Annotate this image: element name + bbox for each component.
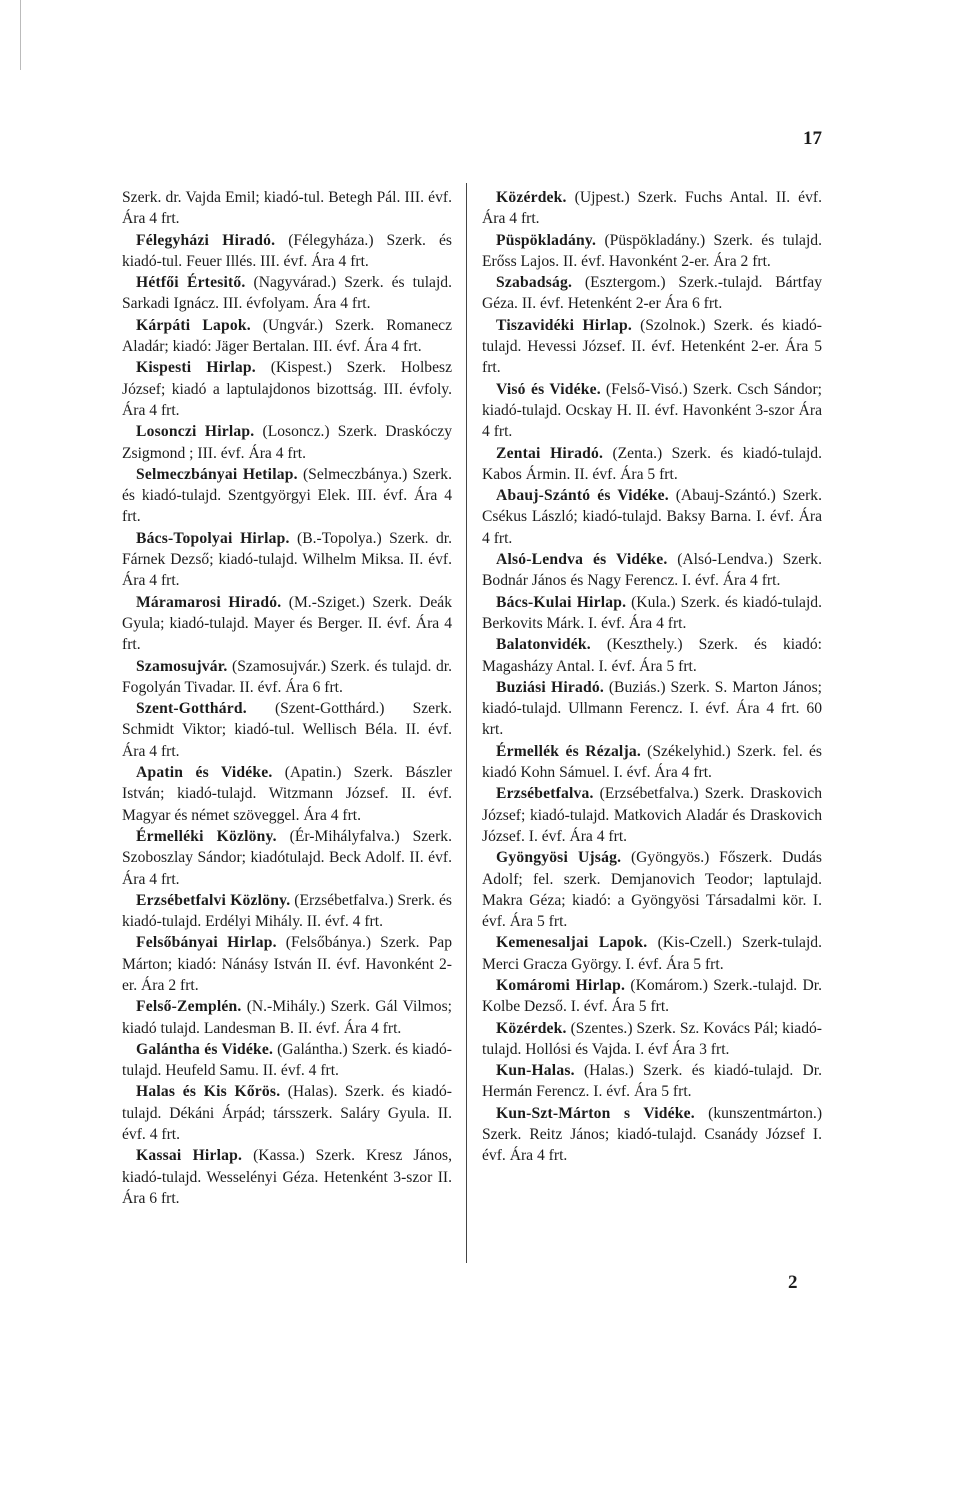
publication-details: (Halas.) Szerk. és kiadó-tulajd. Dr. Hermán Ferencz. I. évf. Ára 5 frt.	[482, 1062, 822, 1101]
listing-entry	[482, 634, 822, 677]
publication-details: (Apatin.) Szerk. Bászler István; kiadó-tulajd. Witzmann József. II. évf. Magyar és német szöveggel. Ára 4 frt.	[122, 764, 453, 824]
listing-entry	[482, 1060, 822, 1103]
publication-details: (Losoncz.) Szerk. Draskóczy Zsigmond ; III. évf. Ára 4 frt.	[122, 423, 452, 462]
publication-details: (Komárom.) Szerk.-tulajd. Dr. Kolbe Dezső. I. évf. Ára 5 frt.	[482, 976, 822, 1016]
publication-details: (Gyöngyös.) Főszerk. Dudás Adolf; fel. szerk. Demjanovich Teodor; laptulajd. Makra Géza; kiadó: a Gyöngyösi Társadalmi kör. I. évf. Ára 5 frt.	[482, 849, 822, 931]
publication-details: (Keszthely.) Szerk. és kiadó: Magasházy Antal. I. évf. Ára 5 frt.	[482, 636, 822, 675]
publication-details: (Félegyháza.) Szerk. és kiadó-tul. Feuer Illés. III. évf. Ára 4 frt.	[122, 231, 452, 270]
publication-details: (B.-Topolya.) Szerk. dr. Fárnek Dezső; kiadó-tulajd. Wilhelm Miksa. II. évf. Ára 4 frt.	[122, 529, 452, 590]
publication-title: Gyöngyösi Ujság.	[496, 849, 622, 867]
listing-entry	[482, 230, 822, 273]
publication-title: Hétfői Értesitő.	[136, 274, 246, 292]
listing-entry	[122, 656, 452, 699]
page-number: 17	[803, 128, 822, 149]
publication-details: (Zenta.) Szerk. és kiadó-tulajd. Kabos Ármin. II. évf. Ára 5 frt.	[482, 444, 822, 483]
publication-details: (Felsőbánya.) Szerk. Pap Márton; kiadó: Nánásy István II. évf. Havonként 2-er. Ára 2 frt.	[122, 934, 452, 994]
publication-details: (Szentes.) Szerk. Sz. Kovács Pál; kiadó-tulajd. Hollósi és Vajda. I. évf Ára 3 frt.	[482, 1019, 822, 1058]
column-divider	[466, 183, 467, 1263]
publication-details: (Püspökladány.) Szerk. és tulajd. Erőss Lajos. II. évf. Havonként 2-er. Ára 2 frt.	[482, 231, 822, 270]
listing-entry	[482, 975, 822, 1018]
publication-title: Kemenesaljai Lapok.	[496, 934, 648, 952]
publication-title: Szent-Gotthárd.	[136, 700, 247, 718]
publication-details: Szerk. dr. Vajda Emil; kiadó-tul. Betegh Pál. III. évf. Ára 4 frt.	[122, 189, 452, 228]
publication-title: Alsó-Lendva és Vidéke.	[496, 551, 668, 569]
publication-title: Érmellék és Rézalja.	[496, 742, 641, 760]
publication-details: (Székelyhid.) Szerk. fel. és kiadó Kohn Sámuel. I. évf. Ára 4 frt.	[482, 742, 822, 782]
right-column	[482, 187, 822, 1167]
publication-details: (Esztergom.) Szerk.-tulajd. Bártfay Géza. II. évf. Hetenként 2-er Ára 6 frt.	[482, 274, 823, 313]
listing-entry	[482, 1103, 822, 1167]
left-column	[122, 187, 452, 1209]
publication-title: Erzsébetfalva.	[496, 785, 594, 803]
publication-title: Közérdek.	[496, 1019, 567, 1037]
listing-entry	[122, 890, 452, 933]
listing-entry	[482, 932, 822, 975]
publication-title: Balatonvidék.	[496, 636, 591, 654]
listing-entry	[482, 592, 822, 635]
publication-title: Losonczi Hirlap.	[136, 423, 255, 441]
listing-entry	[122, 230, 452, 273]
listing-entry	[122, 932, 452, 996]
listing-entry	[122, 421, 452, 464]
publication-title: Félegyházi Hiradó.	[136, 231, 276, 249]
listing-entry	[122, 315, 452, 358]
publication-details: (Abauj-Szántó.) Szerk. Csékus László; kiadó-tulajd. Baksy Barna. I. évf. Ára 4 frt.	[482, 487, 822, 547]
scan-edge-mark	[0, 0, 21, 70]
publication-title: Komáromi Hirlap.	[496, 976, 626, 994]
listing-entry	[482, 187, 822, 230]
listing-entry	[482, 485, 822, 549]
listing-entry	[482, 783, 822, 847]
publication-title: Halas és Kis Kőrös.	[136, 1083, 281, 1101]
publication-details: (Buziás.) Szerk. S. Marton János; kiadó-tulajd. Ullmann Ferencz. I. évf. Ára 4 frt. 60 krt.	[482, 678, 822, 739]
listing-entry	[122, 357, 452, 421]
publication-title: Érmelléki Közlöny.	[136, 827, 277, 845]
listing-entry	[122, 1039, 452, 1082]
publication-details: (Ungvár.) Szerk. Romanecz Aladár; kiadó: Jäger Bertalan. III. évf. Ára 4 frt.	[122, 316, 453, 356]
publication-details: (Nagyvárad.) Szerk. és tulajd. Sarkadi Ignácz. III. évfolyam. Ára 4 frt.	[122, 274, 452, 313]
publication-title: Felsőbányai Hirlap.	[136, 934, 277, 952]
listing-entry	[482, 741, 822, 784]
publication-title: Visó és Vidéke.	[496, 380, 601, 398]
publication-title: Kárpáti Lapok.	[136, 316, 251, 334]
publication-title: Felső-Zemplén.	[136, 998, 242, 1016]
listing-entry	[482, 272, 822, 315]
listing-entry	[122, 528, 452, 592]
listing-entry	[122, 272, 452, 315]
publication-title: Erzsébetfalvi Közlöny.	[136, 891, 291, 909]
publication-details: (Szamosujvár.) Szerk. és tulajd. dr. Fogolyán Tivadar. II. évf. Ára 6 frt.	[122, 657, 452, 696]
publication-title: Zentai Hiradó.	[496, 444, 604, 462]
publication-title: Szamosujvár.	[136, 657, 228, 675]
publication-title: Bács-Kulai Hirlap.	[496, 593, 627, 611]
publication-title: Selmeczbányai Hetilap.	[136, 465, 298, 483]
publication-details: (Alsó-Lendva.) Szerk. Bodnár János és Nagy Ferencz. I. évf. Ára 4 frt.	[482, 551, 823, 590]
publication-title: Bács-Topolyai Hirlap.	[136, 529, 290, 547]
publication-title: Buziási Hiradó.	[496, 678, 604, 696]
publication-details: (N.-Mihály.) Szerk. Gál Vilmos; kiadó tulajd. Landesman B. II. évf. Ára 4 frt.	[122, 998, 452, 1037]
publication-details: (Erzsébetfalva.) Szerk. Draskovich József; kiadó-tulajd. Matkovich Aladár és Draskovich József. I. évf. Ára 4 frt.	[482, 785, 822, 845]
publication-title: Szabadság.	[496, 274, 573, 292]
listing-entry	[482, 549, 822, 592]
publication-title: Galántha és Vidéke.	[136, 1040, 274, 1058]
publication-details: (Felső-Visó.) Szerk. Csch Sándor; kiadó-tulajd. Ocskay H. II. évf. Havonként 3-szor Ára 4 frt.	[482, 380, 822, 441]
listing-entry	[122, 826, 452, 890]
publication-title: Kassai Hirlap.	[136, 1147, 243, 1165]
publication-title: Apatin és Vidéke.	[136, 764, 273, 782]
publication-details: (Kula.) Szerk. és kiadó-tulajd. Berkovits Márk. I. évf. Ára 4 frt.	[482, 593, 822, 632]
publication-details: (Kis-Czell.) Szerk-tulajd. Merci Gracza György. I. évf. Ára 5 frt.	[482, 934, 823, 973]
publication-title: Tiszavidéki Hirlap.	[496, 316, 632, 334]
publication-title: Kun-Szt-Márton s Vidéke.	[496, 1104, 695, 1122]
publication-title: Püspökladány.	[496, 231, 597, 249]
listing-entry	[122, 1081, 452, 1145]
publication-details: (kunszentmárton.) Szerk. Reitz János; kiadó-tulajd. Csanády József I. évf. Ára 4 frt.	[482, 1104, 823, 1165]
publication-title: Máramarosi Hiradó.	[136, 593, 282, 611]
listing-entry	[482, 847, 822, 932]
listing-entry	[122, 464, 452, 528]
publication-details: (Galántha.) Szerk. és kiadó-tulajd. Heufeld Samu. II. évf. 4 frt.	[122, 1040, 452, 1080]
listing-entry	[122, 187, 452, 230]
publication-details: (Selmeczbánya.) Szerk. és kiadó-tulajd. Szentgyörgyi Elek. III. évf. Ára 4 frt.	[122, 465, 452, 526]
listing-entry	[482, 379, 822, 443]
publication-title: Kun-Halas.	[496, 1062, 575, 1080]
publication-details: (Szolnok.) Szerk. és kiadó-tulajd. Hevessi József. II. évf. Hetenként 2-er. Ára 5 frt.	[482, 316, 822, 377]
publication-details: (Kispest.) Szerk. Holbesz József; kiadó a laptulajdonos bizottság. III. évfoly. Ára 4 frt.	[122, 359, 452, 419]
listing-entry	[122, 592, 452, 656]
listing-entry	[482, 677, 822, 741]
signature-mark: 2	[788, 1272, 798, 1293]
publication-details: (M.-Sziget.) Szerk. Deák Gyula; kiadó-tulajd. Mayer és Berger. II. évf. Ára 4 frt.	[122, 593, 452, 654]
publication-title: Közérdek.	[496, 189, 567, 206]
listing-entry	[122, 698, 452, 762]
publication-details: (Ujpest.) Szerk. Fuchs Antal. II. évf. Ára 4 frt.	[482, 189, 822, 228]
listing-entry	[482, 443, 822, 486]
publication-details: (Szent-Gotthárd.) Szerk. Schmidt Viktor; kiadó-tul. Wellisch Béla. II. évf. Ára 4 frt.	[122, 700, 452, 760]
publication-details: (Erzsébetfalva.) Srerk. és kiadó-tulajd. Erdélyi Mihály. II. évf. 4 frt.	[122, 891, 452, 931]
listing-entry	[122, 762, 452, 826]
publication-title: Abauj-Szántó és Vidéke.	[496, 487, 669, 505]
listing-entry	[122, 996, 452, 1039]
listing-entry	[122, 1145, 452, 1209]
listing-entry	[482, 1018, 822, 1061]
publication-details: (Ér-Mihályfalva.) Szerk. Szoboszlay Sándor; kiadótulajd. Beck Adolf. II. évf. Ára 4 frt.	[122, 827, 452, 888]
publication-title: Kispesti Hirlap.	[136, 359, 256, 377]
publication-details: (Halas). Szerk. és kiadó-tulajd. Dékáni Árpád; társszerk. Saláry Gyula. II. évf. 4 frt.	[122, 1083, 452, 1144]
publication-details: (Kassa.) Szerk. Kresz János, kiadó-tulajd. Wesselényi Géza. Hetenként 3-szor II. Ára 6 frt.	[122, 1147, 452, 1207]
listing-entry	[482, 315, 822, 379]
